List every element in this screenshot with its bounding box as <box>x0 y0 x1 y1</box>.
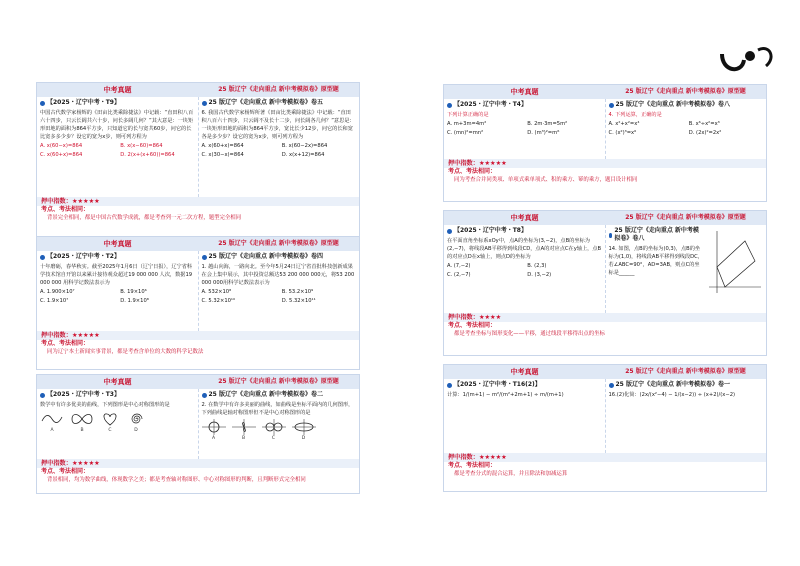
right-question <box>198 251 360 331</box>
question-text: 十年磨砺，春华秋实。截至2025年1月6日（辽宁日报），辽宁省科学技术馆自开馆以来累计接待观众超过19 000 000 人次，数据19 000 000 用科学记数法表示为 <box>40 264 193 286</box>
option-d: D. 2(x+(x+60))=864 <box>120 152 175 158</box>
point-label: 考点、考法相同： <box>448 168 497 175</box>
point-note: 同为考查合并同类项、单项式乘单项式、积的乘方、幂的乘方，题目设计相同 <box>454 177 638 183</box>
source-tag: 25 版辽宁《走向重点 新中考模拟卷》卷四 <box>208 253 324 260</box>
card-4 <box>443 84 767 202</box>
right-question <box>198 97 360 197</box>
header-right-title: 25 版辽宁《走向重点 新中考模拟卷》原型题 <box>218 378 339 385</box>
point-note: 同为辽宁本土新闻实事背景，都是考查含单位的大数的科学记数法 <box>47 349 204 355</box>
option-c: C. 5.32×10¹⁰ <box>201 298 236 304</box>
question-text: 14. 如图，点B的坐标为(0,3)，点B的坐标为(1,0)，将线段AB平移得到线段DC，若∠ABC=90°，AD=3AB，则点C的坐标是______ <box>608 246 703 276</box>
option-a: A. x(60−x)=864 <box>40 143 83 149</box>
figure-label: A <box>50 428 54 433</box>
question-text: 4. 下列运算，正确的是 <box>608 112 662 118</box>
right-question <box>605 379 767 453</box>
option-c: C. x(30−x)=864 <box>201 152 244 158</box>
point-note: 背景完全相同，都是中国古代数学成就，都是考查列一元二次方程，题型完全相同 <box>47 215 242 221</box>
card-6 <box>443 364 767 492</box>
star-rating: ★★★★★ <box>71 460 100 467</box>
star-rating: ★★★★★ <box>71 332 100 339</box>
left-question <box>444 225 605 313</box>
circle-cross-curve-icon <box>202 419 226 435</box>
question-text: 数学中有许多优美的曲线，下列图形是中心对称图形的是 <box>40 402 170 408</box>
question-text: 在平面直角坐标系xOy中，点A的坐标为(3,−2)，点B的坐标为(2,−7)，将线段AB平移得到线段CD，点A的对应点C在y轴上，点B的对应点D在x轴上，则点D的坐标为 <box>447 238 602 260</box>
figure-label: D <box>301 436 306 441</box>
rating-label: 押中指数： <box>41 332 72 339</box>
option-a: A. 532×10⁸ <box>201 289 232 295</box>
rating-row <box>444 159 766 168</box>
option-b: B. 2m·3m=5m² <box>527 121 568 127</box>
option-b: B. 53.2×10⁹ <box>281 289 314 295</box>
source-tag: 【2025・辽宁中考・T9】 <box>47 99 120 106</box>
rating-row <box>37 197 359 206</box>
card-header <box>444 211 766 225</box>
bullet-icon <box>202 255 207 260</box>
option-c: C. x(60+x)=864 <box>40 152 83 158</box>
header-right-title: 25 版辽宁《走向重点 新中考模拟卷》原型题 <box>625 88 746 95</box>
card-header <box>37 237 359 251</box>
figure-label: B <box>241 436 246 441</box>
question-text: 1. 越山向海，一路向北。至今年5月24日辽宁省首批科技创新成果在会上集中展示，其中投资总额达53 200 000 000元，将53 200 000 000用科学记数法表示为 <box>201 264 355 286</box>
header-right-title: 25 版辽宁《走向重点 新中考模拟卷》原型题 <box>218 240 339 247</box>
figure-c <box>100 411 120 435</box>
option-d: D. (2x)²=2x² <box>688 130 722 136</box>
bullet-icon <box>202 393 207 398</box>
point-note: 都是考查分式的混合运算，并且除法和加减运算 <box>454 471 568 477</box>
curve-figures <box>202 419 357 443</box>
point-label: 考点、考法相同： <box>448 462 497 469</box>
card-header <box>444 365 766 379</box>
source-tag: 25 版辽宁《走向重点 新中考模拟卷》卷八 <box>615 101 731 108</box>
bullet-icon <box>202 101 207 106</box>
bullet-icon <box>447 383 452 388</box>
figure-a <box>40 411 64 435</box>
decorative-mark-icon <box>718 44 778 76</box>
option-c: C. (mn)²=mn² <box>447 130 484 136</box>
option-b: B. x(60−2x)=864 <box>281 143 328 149</box>
star-rating: ★★★★★ <box>478 454 507 461</box>
option-a: A. 1.900×10⁷ <box>40 289 75 295</box>
question-text: 下列计算正确的是 <box>447 112 489 118</box>
option-d: D. 1.9×10⁸ <box>120 298 149 304</box>
source-tag: 25 版辽宁《走向重点 新中考模拟卷》卷一 <box>615 381 731 388</box>
header-right-title: 25 版辽宁《走向重点 新中考模拟卷》原型题 <box>218 86 339 93</box>
figure-d <box>126 411 146 435</box>
rating-row <box>444 313 766 322</box>
card-1 <box>36 82 360 242</box>
card-header <box>444 85 766 99</box>
figure-label: C <box>108 428 112 433</box>
figure-label: D <box>134 428 138 433</box>
bullet-icon <box>40 101 45 106</box>
left-question <box>444 379 605 453</box>
header-title: 中考真题 <box>510 214 539 222</box>
option-b: B. x⁶÷x²=x³ <box>688 121 720 127</box>
point-label: 考点、考法相同： <box>41 468 90 475</box>
right-question <box>605 99 767 159</box>
source-tag: 25 版辽宁《走向重点 新中考模拟卷》卷八 <box>614 227 699 242</box>
rating-row <box>444 453 766 462</box>
right-question <box>198 389 360 459</box>
star-rating: ★★★★★ <box>71 198 100 205</box>
source-tag: 【2025・辽宁中考・T16(2)】 <box>454 381 541 388</box>
rating-row <box>37 331 359 340</box>
option-a: A. (7,−2) <box>447 263 471 269</box>
option-a: A. m+3m=4m² <box>447 121 487 127</box>
point-label: 考点、考法相同： <box>41 340 90 347</box>
rating-label: 押中指数： <box>448 160 479 167</box>
point-label: 考点、考法相同： <box>41 206 90 213</box>
source-tag: 【2025・辽宁中考・T4】 <box>454 101 527 108</box>
heart-curve-icon <box>100 411 120 427</box>
source-tag: 【2025・辽宁中考・T8】 <box>454 227 527 234</box>
header-title: 中考真题 <box>510 368 539 376</box>
question-text: 中国古代数学家杨辉的《田亩比类乘除捷法》中记载：“直田积八百六十四步，只云长阔共六十步，问长多阔几何？”其大意是：一块矩形田地的面积为864平方步，只知道它的长与宽共60步，问它的长比宽多多少步？设它的宽为x步，则可列方程为 <box>40 110 194 140</box>
left-question <box>444 99 605 159</box>
card-5 <box>443 210 767 356</box>
bullet-icon <box>609 103 614 108</box>
header-title: 中考真题 <box>510 88 539 96</box>
lemniscate-curve-icon <box>70 411 94 427</box>
card-header <box>37 83 359 97</box>
figure-b <box>232 419 256 443</box>
card-2 <box>36 236 360 370</box>
header-right-title: 25 版辽宁《走向重点 新中考模拟卷》原型题 <box>625 214 746 221</box>
option-b: B. (2,3) <box>527 263 547 269</box>
point-label: 考点、考法相同： <box>448 322 497 329</box>
bullet-icon <box>447 103 452 108</box>
figure-b <box>70 411 94 435</box>
source-tag: 【2025・辽宁中考・T2】 <box>47 253 120 260</box>
option-b: B. x(x−60)=864 <box>120 143 163 149</box>
source-tag: 25 版辽宁《走向重点 新中考模拟卷》卷二 <box>208 391 324 398</box>
header-title: 中考真题 <box>103 86 132 94</box>
bullet-icon <box>447 229 452 234</box>
question-text: 16.(2)化简：(2x/(x²−4) − 1/(x−2)) ÷ (x+2)/(x−2) <box>608 392 736 398</box>
curve-figures <box>40 411 195 435</box>
star-rating: ★★★★★ <box>478 160 507 167</box>
option-a: A. x(60+x)=864 <box>201 143 244 149</box>
card-3 <box>36 374 360 494</box>
double-circle-curve-icon <box>262 419 286 435</box>
header-right-title: 25 版辽宁《走向重点 新中考模拟卷》原型题 <box>625 368 746 375</box>
coordinate-figure-icon <box>705 227 763 297</box>
figure-a <box>202 419 226 443</box>
option-c: C. (2,−7) <box>447 272 471 278</box>
left-question <box>37 251 198 331</box>
card-header <box>37 375 359 389</box>
rating-row <box>37 459 359 468</box>
figure-label: B <box>80 428 84 433</box>
question-text: 2. 在数学中有许多美丽的曲线，如曲线是坐标平面内的几何图形，下列曲线是轴对称图形但不是中心对称图形的是 <box>201 402 354 416</box>
left-question <box>37 97 198 197</box>
figure-label: A <box>211 436 216 441</box>
rating-label: 押中指数： <box>41 198 72 205</box>
header-title: 中考真题 <box>103 378 132 386</box>
bullet-icon <box>40 393 45 398</box>
source-tag: 【2025・辽宁中考・T3】 <box>47 391 120 398</box>
option-c: C. (x²)³=x⁶ <box>608 130 637 136</box>
option-c: C. 1.9×10⁷ <box>40 298 69 304</box>
star-rating: ★★★★ <box>478 314 502 321</box>
bullet-icon <box>609 233 613 238</box>
option-d: D. (m³)²=m⁶ <box>527 130 560 136</box>
option-d: D. (3,−2) <box>527 272 552 278</box>
option-d: D. x(x+12)=864 <box>281 152 325 158</box>
rating-label: 押中指数： <box>448 454 479 461</box>
option-b: B. 19×10⁶ <box>120 289 147 295</box>
point-note: 背景相同，均为数学曲线，体现数学之美；都是考查轴对称图形、中心对称图形的判断，且判断形式完全相同 <box>47 477 306 483</box>
point-note: 都是考查坐标与图形变化——平移，通过线段平移得出点的坐标 <box>454 331 605 337</box>
question-text: 6. 我国古代数学家杨辉所著《田亩比类乘除捷法》中记载：“直田积八百六十四步，只云阔不及长十二步，问长阔各几何？”意思是：一块矩形田地的面积为864平方步，宽比长少12步，问它的长和宽各是多少步？设它的宽为x步，则可列方程为 <box>201 110 355 140</box>
figure-c <box>262 419 286 443</box>
right-question <box>605 225 767 313</box>
left-question <box>37 389 198 459</box>
option-d: D. 5.32×10¹¹ <box>281 298 316 304</box>
ellipse-curve-icon <box>292 419 316 435</box>
figure-label: C <box>271 436 276 441</box>
wave-curve-icon <box>40 411 64 427</box>
question-text: 计算：1/(m+1) − m²/(m²+2m+1) ÷ m/(m+1) <box>447 392 564 398</box>
bullet-icon <box>40 255 45 260</box>
rating-label: 押中指数： <box>41 460 72 467</box>
spiral-curve-icon <box>126 411 146 427</box>
rating-label: 押中指数： <box>448 314 479 321</box>
figure-d <box>292 419 316 443</box>
petal-curve-icon <box>232 419 256 435</box>
source-tag: 25 版辽宁《走向重点 新中考模拟卷》卷五 <box>208 99 324 106</box>
header-title: 中考真题 <box>103 240 132 248</box>
bullet-icon <box>609 383 614 388</box>
option-a: A. x²+x²=x⁴ <box>608 121 640 127</box>
